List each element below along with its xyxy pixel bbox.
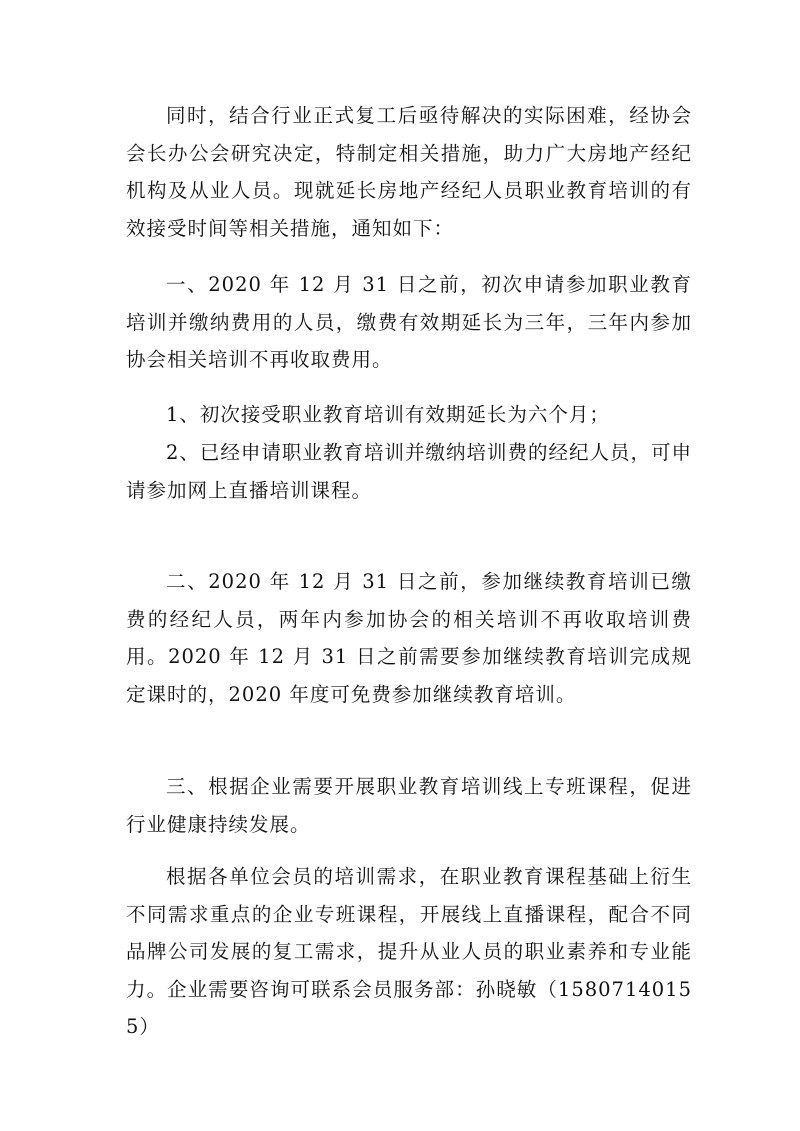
paragraph-section-two: 二、2020 年 12 月 31 日之前，参加继续教育培训已缴费的经纪人员，两年内参加协会的相关培训不再收取培训费用。2020 年 12 月 31 日之前需要参加继续教育培训完成规定课时的，2020 年度可免费参加继续教育培训。 xyxy=(126,570,692,706)
paragraph-intro: 同时，结合行业正式复工后亟待解决的实际困难，经协会会长办公会研究决定，特制定相关措施，助力广大房地产经纪机构及从业人员。现就延长房地产经纪人员职业教育培训的有效接受时间等相关措施，通知如下： xyxy=(126,104,692,240)
paragraph-section-three: 三、根据企业需要开展职业教育培训线上专班课程，促进行业健康持续发展。 xyxy=(126,775,692,836)
paragraph-item-two: 2、已经申请职业教育培训并缴纳培训费的经纪人员，可申请参加网上直播培训课程。 xyxy=(126,441,692,502)
paragraph-item-one: 1、初次接受职业教育培训有效期延长为六个月； xyxy=(166,403,610,426)
paragraph-section-three-detail: 根据各单位会员的培训需求，在职业教育课程基础上衍生不同需求重点的企业专班课程，开展线上直播课程，配合不同品牌公司发展的复工需求，提升从业人员的职业素养和专业能力。企业需要咨询可联系会员服务部：孙晓敏（15807140155） xyxy=(126,865,692,1038)
paragraph-section-one: 一、2020 年 12 月 31 日之前，初次申请参加职业教育培训并缴纳费用的人员，缴费有效期延长为三年，三年内参加协会相关培训不再收取费用。 xyxy=(126,273,692,371)
